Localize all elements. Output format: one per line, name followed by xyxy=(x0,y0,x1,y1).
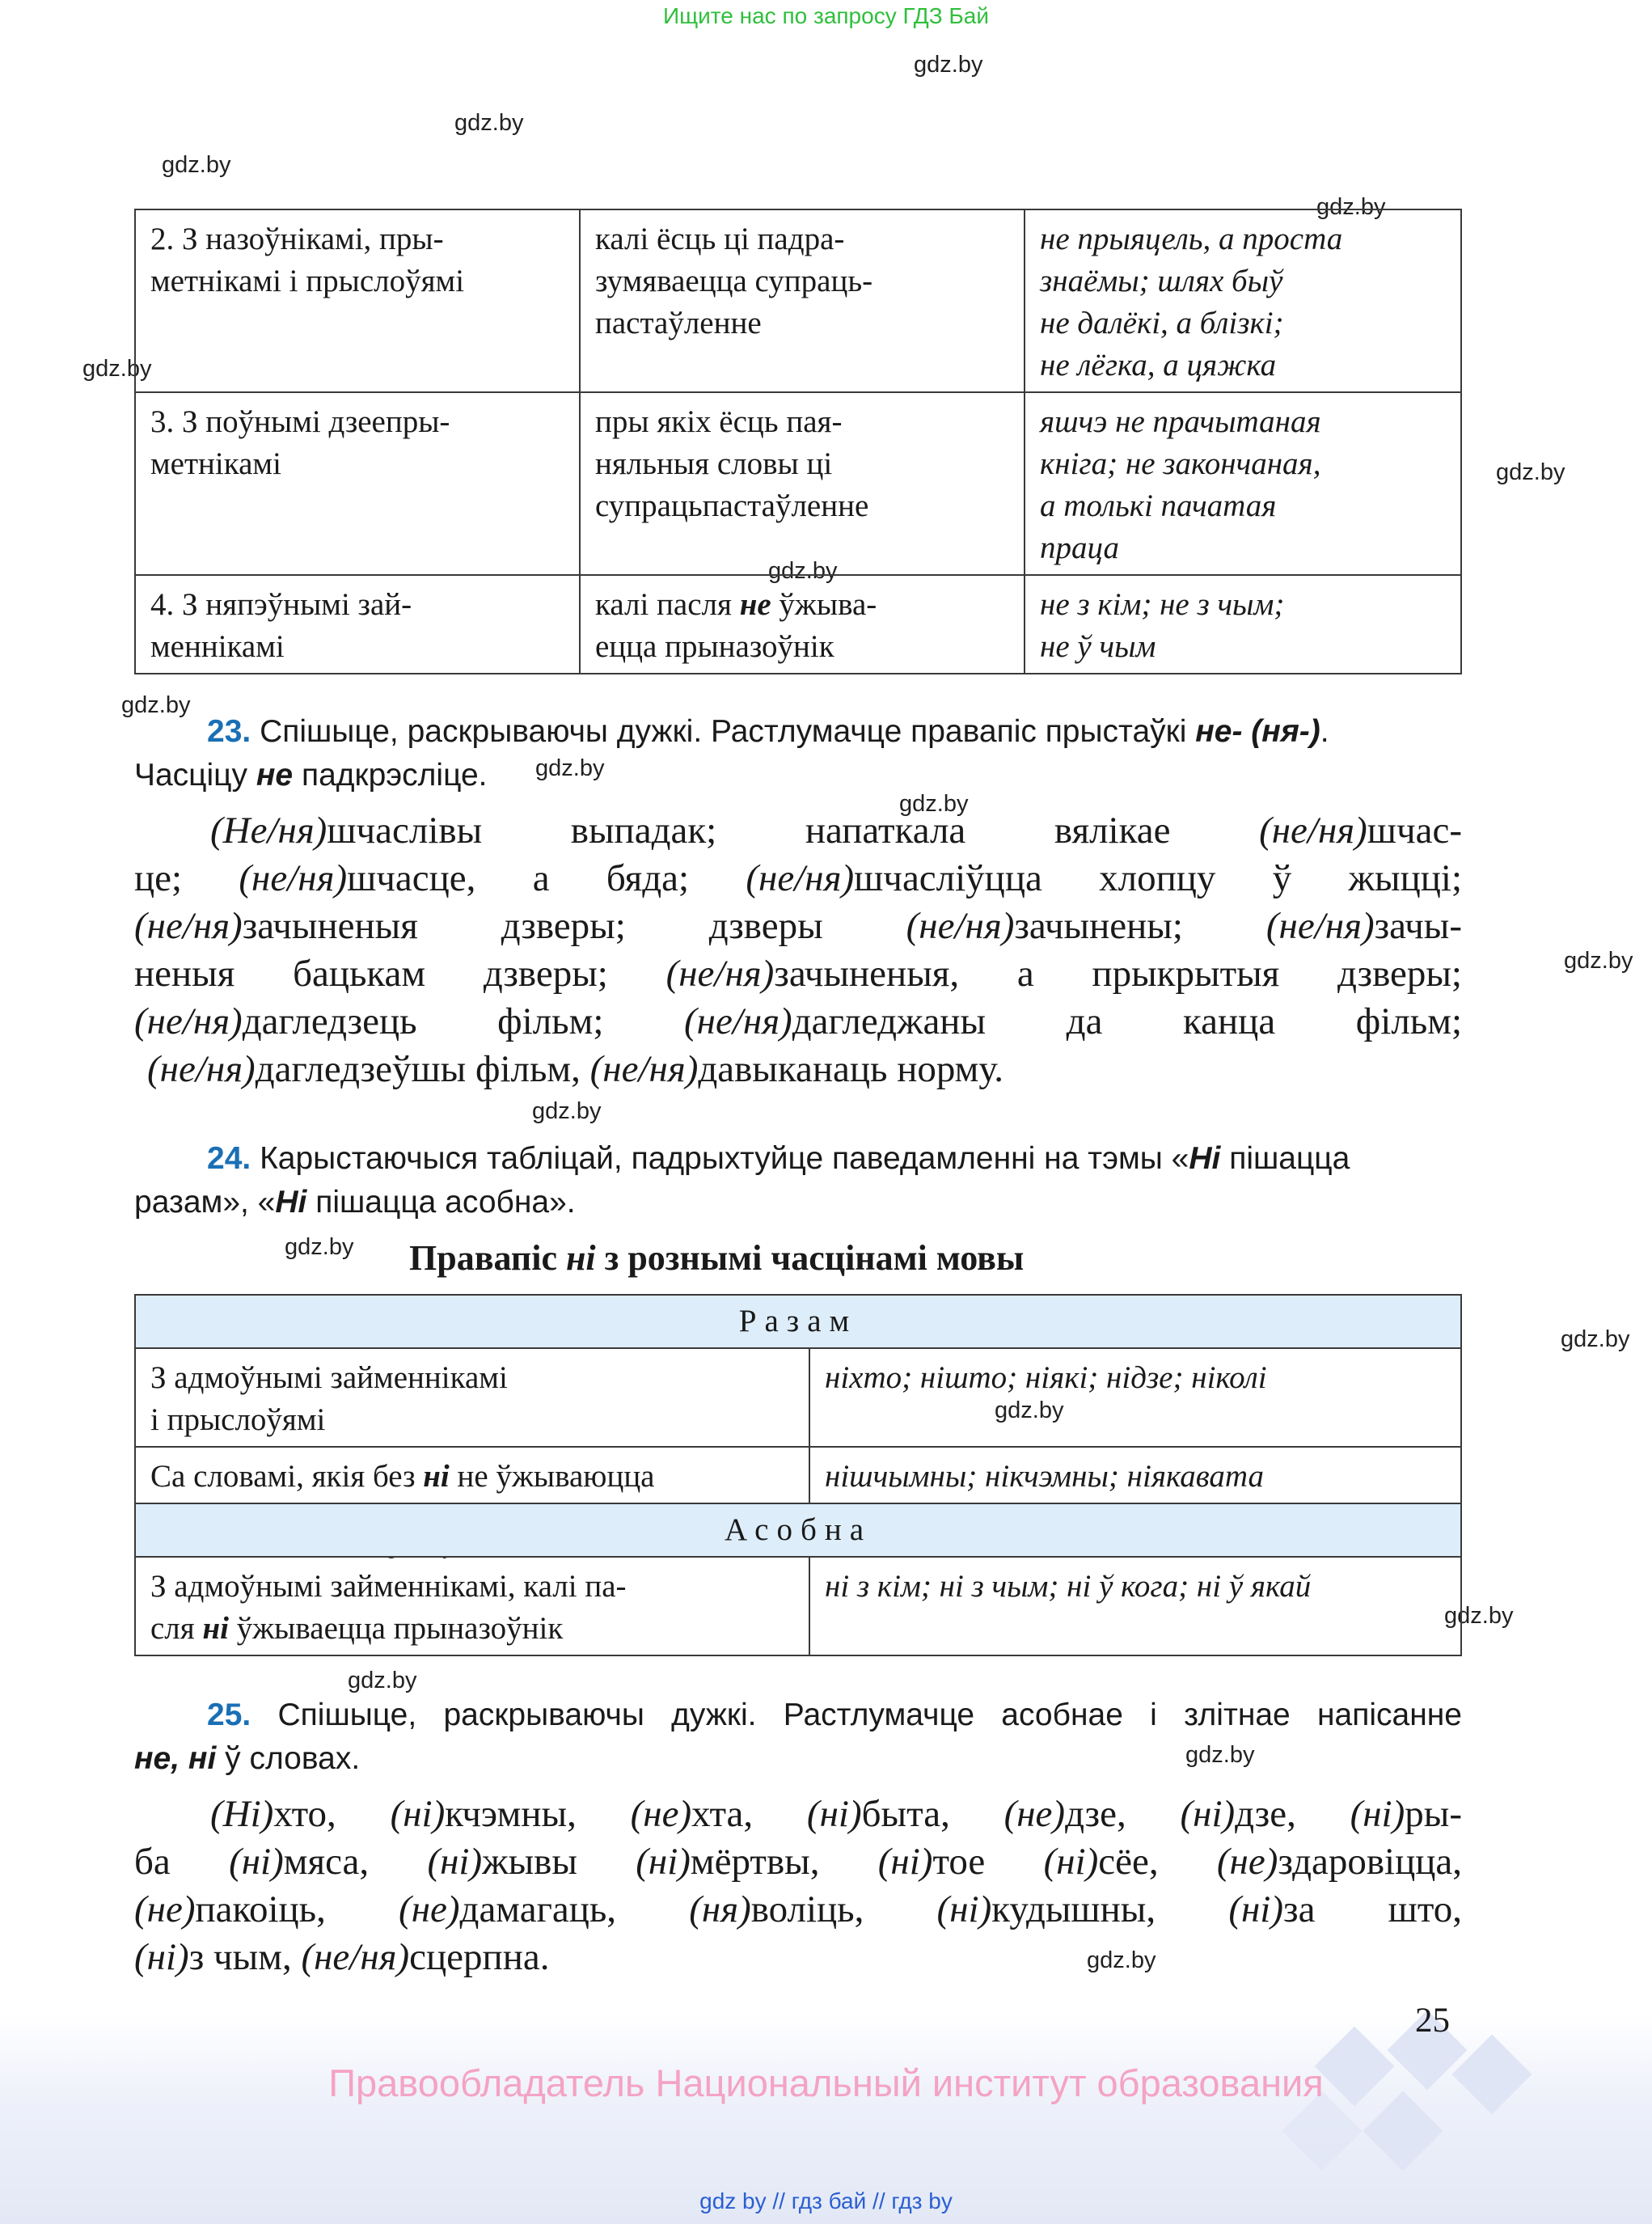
task-text: ў словах. xyxy=(216,1741,361,1776)
header-separate: Асобна xyxy=(135,1503,1461,1557)
exercise-line: ба (ні)мяса, (ні)жывы (ні)мёртвы, (ні)тое (ні)сёе, (не)здаровіцца, xyxy=(134,1841,1463,1883)
exercise-line: (не/ня)дагледзець фільм; (не/ня)дагледжаны да канца фільм; xyxy=(134,1000,1463,1042)
cell-text: калі пасля xyxy=(595,587,740,622)
rules-table-ne xyxy=(134,209,1462,674)
task-text: Спішыце, раскрываючы дужкі. Растлумачце правапіс прыстаўкі xyxy=(260,714,1196,749)
page-number: 25 xyxy=(1415,2002,1450,2040)
table-row xyxy=(135,1295,1461,1348)
exercise-line: (Не/ня)шчаслівы выпадак; напаткала вялікае (не/ня)шчас- xyxy=(210,810,1462,852)
table-cell: яшчэ не прачытаная кніга; не закончаная, а толькі пачатая праца xyxy=(1025,392,1461,575)
watermark: gdz.by xyxy=(899,791,969,817)
cell-text: ўжыва- xyxy=(771,587,877,622)
rules-table-ni xyxy=(134,1294,1462,1656)
table-row xyxy=(135,392,1461,575)
emphasis: не xyxy=(256,758,294,793)
header-together: Разам xyxy=(135,1295,1461,1348)
task-text: Спішыце, раскрываючы дужкі. Растлумачце асобнае і злітнае напісанне xyxy=(277,1698,1462,1732)
watermark: gdz.by xyxy=(82,356,152,382)
watermark: gdz.by xyxy=(535,755,605,781)
table-cell: не з кім; не з чым; не ў чым xyxy=(1025,575,1461,674)
table-cell: 3. З поўнымі дзеепры- метнікамі xyxy=(135,392,580,575)
task-text: пішацца асобна». xyxy=(306,1185,576,1220)
exercise-line: неныя бацькам дзверы; (не/ня)зачыненыя, а прыкрытыя дзверы; xyxy=(134,953,1462,995)
watermark: gdz.by xyxy=(768,558,838,584)
table-row xyxy=(135,575,1461,674)
emphasis: Ні xyxy=(275,1185,307,1220)
table-row xyxy=(135,1503,1461,1557)
table-cell: ніхто; нішто; ніякі; нідзе; ніколі xyxy=(809,1348,1461,1447)
exercise-25-task xyxy=(134,1693,1462,1781)
task-text: Карыстаючыся табліцай, падрыхтуйце паведамленні на тэмы « xyxy=(260,1141,1189,1176)
exercise-line: це; (не/ня)шчасце, а бяда; (не/ня)шчасліўцца хлопцу ў жыцці; xyxy=(134,857,1462,899)
task-text: пішацца xyxy=(1220,1141,1350,1176)
watermark: gdz.by xyxy=(454,110,524,136)
table-cell: З адмоўнымі займеннікамі і прыслоўямі xyxy=(135,1348,809,1447)
top-banner: Ищите нас по запросу ГДЗ Бай xyxy=(662,3,990,28)
watermark: gdz.by xyxy=(285,1234,354,1260)
exercise-25-text xyxy=(134,1791,1462,1981)
table-cell: Са словамі, якія без ні не ўжываюцца xyxy=(135,1447,809,1503)
exercise-line: (ні)з чым, (не/ня)сцерпна. xyxy=(134,1936,550,1978)
table-cell: З адмоўнымі займеннікамі, калі па- сля ні ўжываецца прыназоўнік xyxy=(135,1557,809,1655)
task-text: Часціцу xyxy=(134,758,256,793)
table-cell: 4. З няпэўнымі зай- меннікамі xyxy=(135,575,580,674)
emphasis-ne: не xyxy=(739,587,771,622)
emphasis: не- (ня-) xyxy=(1195,714,1320,749)
table-cell: калі ёсць ці падра- зумяваецца супраць- пастаўленне xyxy=(580,209,1025,392)
exercise-number: 24. xyxy=(207,1141,251,1176)
exercise-line: (не/ня)дагледзеўшы фільм, (не/ня)давыканаць норму. xyxy=(147,1048,1003,1090)
table-cell: пры якіх ёсць пая- няльныя словы ці супрацьпастаўленне xyxy=(580,392,1025,575)
emphasis: не, ні xyxy=(134,1741,217,1776)
emphasis: Ні xyxy=(1189,1141,1221,1176)
table-cell: нішчымны; нікчэмны; ніякавата xyxy=(809,1447,1461,1503)
table-cell xyxy=(580,575,1025,674)
exercise-23-text xyxy=(134,807,1462,1093)
watermark: gdz.by xyxy=(121,692,191,718)
watermark: gdz.by xyxy=(1564,948,1633,974)
table-cell: ні з кім; ні з чым; ні ў кога; ні ў якай xyxy=(809,1557,1461,1655)
watermark: gdz.by xyxy=(1316,194,1386,220)
table-row xyxy=(135,1447,1461,1503)
table-cell: не прыяцель, а проста знаёмы; шлях быў не далёкі, а блізкі; не лёгка, а цяжка xyxy=(1025,209,1461,392)
exercise-line: (не)пакоіць, (не)дамагаць, (ня)воліць, (ні)кудышны, (ні)за што, xyxy=(134,1888,1462,1930)
cell-text: ецца прыназоўнік xyxy=(595,629,834,664)
watermark: gdz.by xyxy=(1561,1326,1630,1352)
watermark: gdz.by xyxy=(914,52,983,78)
exercise-number: 23. xyxy=(207,714,251,749)
watermark: gdz.by xyxy=(348,1668,417,1693)
watermark: gdz.by xyxy=(532,1098,602,1124)
table-row xyxy=(135,1348,1461,1447)
watermark: gdz.by xyxy=(1444,1603,1514,1629)
table-row xyxy=(135,1557,1461,1655)
exercise-line: (не/ня)зачыненыя дзверы; дзверы (не/ня)зачынены; (не/ня)зачы- xyxy=(134,905,1463,947)
watermark: gdz.by xyxy=(1185,1742,1255,1768)
exercise-number: 25. xyxy=(207,1698,251,1732)
watermark: gdz.by xyxy=(1496,459,1565,485)
watermark: gdz.by xyxy=(385,1533,454,1559)
table-row xyxy=(135,209,1461,392)
watermark: gdz.by xyxy=(162,152,231,178)
task-text: падкрэсліце. xyxy=(293,758,488,793)
watermark: gdz.by xyxy=(995,1397,1064,1423)
watermark: gdz.by xyxy=(1087,1947,1156,1973)
bottom-links[interactable]: gdz by // гдз бай // гдз by xyxy=(699,2188,953,2213)
exercise-23-task xyxy=(134,710,1462,797)
task-text: разам», « xyxy=(134,1185,276,1220)
table-title: Правапіс ні з рознымі часцінамі мовы xyxy=(409,1238,1025,1278)
exercise-24-task xyxy=(134,1137,1462,1224)
table-cell: 2. З назоўнікамі, пры- метнікамі і прыслоўямі xyxy=(135,209,580,392)
copyright-notice: Правообладатель Национальный институт образования xyxy=(328,2061,1324,2104)
task-text: . xyxy=(1320,714,1329,749)
exercise-line: (Ні)хто, (ні)кчэмны, (не)хта, (ні)быта, (не)дзе, (ні)дзе, (ні)ры- xyxy=(210,1793,1463,1835)
